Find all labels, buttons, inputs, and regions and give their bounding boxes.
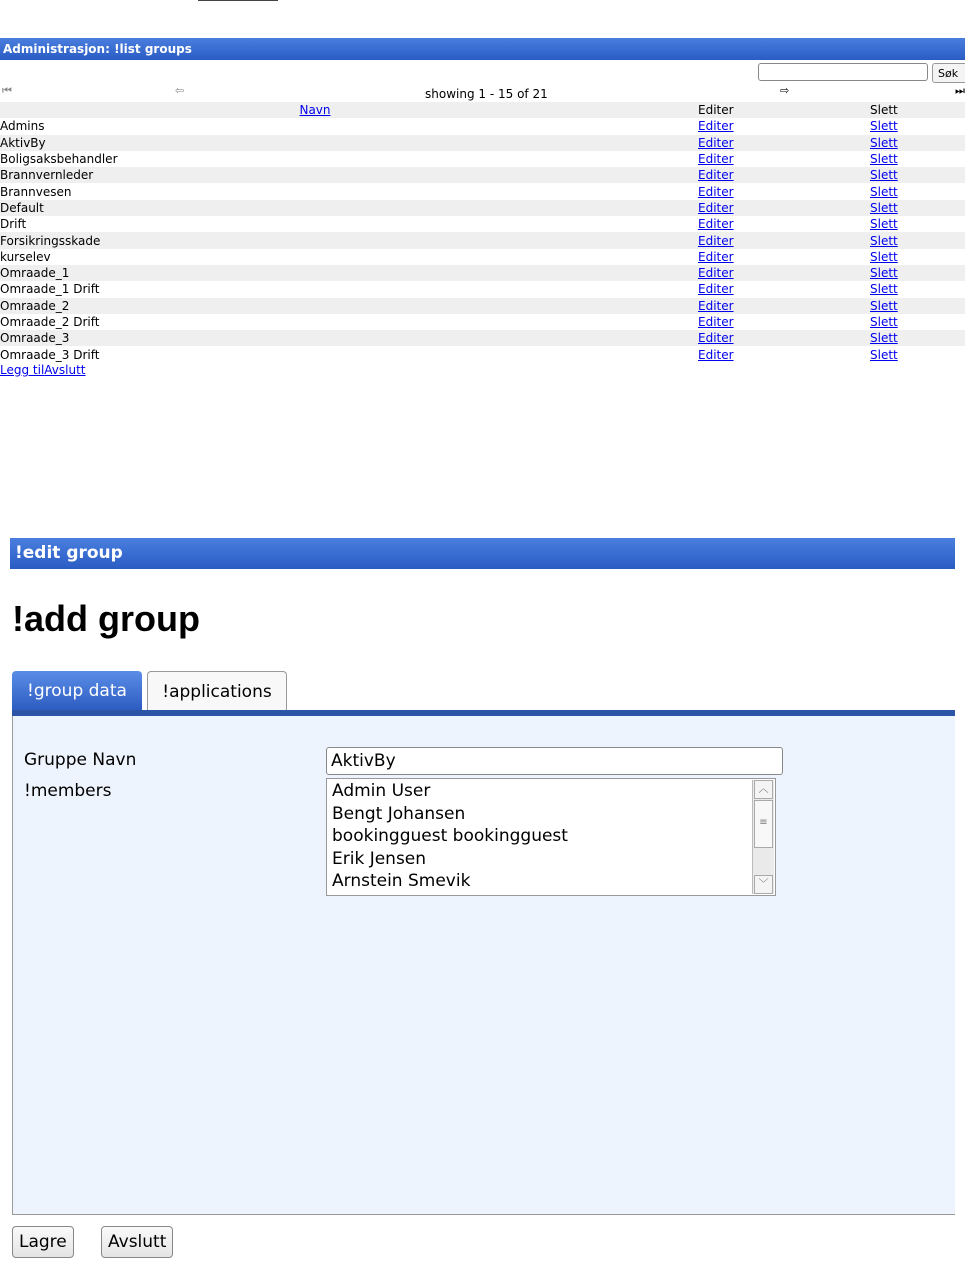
edit-link[interactable]: Editer <box>698 233 734 248</box>
delete-cell <box>870 183 965 199</box>
edit-cell <box>698 330 870 346</box>
delete-link[interactable]: Slett <box>870 233 898 248</box>
delete-cell <box>870 346 965 362</box>
member-option[interactable]: Admin User <box>332 781 431 801</box>
member-option[interactable]: Bengt Johansen <box>332 803 466 824</box>
delete-cell <box>870 232 965 248</box>
delete-link[interactable]: Slett <box>870 217 898 232</box>
scroll-down-icon[interactable]: ﹀ <box>754 875 773 894</box>
groups-table <box>0 102 965 363</box>
edit-cell <box>698 216 870 232</box>
edit-cell <box>698 167 870 183</box>
dialog-header: !edit group <box>10 538 955 569</box>
delete-cell <box>870 314 965 330</box>
edit-cell <box>698 183 870 199</box>
edit-cell <box>698 249 870 265</box>
delete-cell <box>870 265 965 281</box>
edit-link[interactable]: Editer <box>698 200 734 215</box>
edit-link[interactable]: Editer <box>698 315 734 329</box>
table-row <box>0 281 965 297</box>
group-name-cell: Omraade_1 <box>0 266 70 281</box>
group-name-cell: Boligsaksbehandler <box>0 152 118 167</box>
group-name-cell: Brannvesen <box>0 184 72 199</box>
delete-link[interactable]: Slett <box>870 315 898 329</box>
delete-cell <box>870 249 965 265</box>
edit-cell <box>698 314 870 330</box>
edit-cell <box>698 346 870 362</box>
last-page-icon[interactable]: ⏭ <box>955 84 965 97</box>
tab-applications[interactable]: !applications <box>147 671 287 711</box>
delete-cell <box>870 330 965 346</box>
edit-cell <box>698 118 870 134</box>
edit-link[interactable]: Editer <box>698 119 734 134</box>
delete-cell <box>870 135 965 151</box>
table-row <box>0 249 965 265</box>
edit-link[interactable]: Editer <box>698 249 734 264</box>
edit-cell <box>698 298 870 314</box>
delete-link[interactable]: Slett <box>870 249 898 264</box>
table-row <box>0 118 965 134</box>
group-name-cell: Omraade_2 Drift <box>0 315 100 329</box>
group-name-cell: Drift <box>0 217 27 232</box>
edit-cell <box>698 151 870 167</box>
table-row <box>0 151 965 167</box>
edit-link[interactable]: Editer <box>698 184 734 199</box>
table-row <box>0 346 965 362</box>
delete-link[interactable]: Slett <box>870 282 898 297</box>
edit-cell <box>698 281 870 297</box>
delete-link[interactable]: Slett <box>870 119 898 134</box>
delete-link[interactable]: Slett <box>870 200 898 215</box>
scroll-up-icon[interactable]: ︿ <box>754 780 773 799</box>
search-input[interactable] <box>758 63 928 81</box>
edit-cell <box>698 232 870 248</box>
column-header-edit: Editer <box>698 103 734 118</box>
table-row <box>0 232 965 248</box>
delete-link[interactable]: Slett <box>870 135 898 150</box>
delete-link[interactable]: Slett <box>870 184 898 199</box>
delete-cell <box>870 151 965 167</box>
page-title: !add group <box>12 598 200 639</box>
edit-link[interactable]: Editer <box>698 282 734 297</box>
delete-link[interactable]: Slett <box>870 266 898 281</box>
edit-group-dialog <box>10 538 965 1265</box>
edit-cell <box>698 135 870 151</box>
table-row <box>0 330 965 346</box>
edit-link[interactable]: Editer <box>698 152 734 167</box>
delete-cell <box>870 216 965 232</box>
group-name-input[interactable]: AktivBy <box>326 747 783 775</box>
group-name-cell: Omraade_1 Drift <box>0 282 100 297</box>
delete-link[interactable]: Slett <box>870 347 898 362</box>
exit-link[interactable]: Avslutt <box>44 363 86 377</box>
save-button[interactable]: Lagre <box>12 1226 74 1258</box>
delete-cell <box>870 200 965 216</box>
first-page-icon[interactable]: ⏮ <box>2 84 12 97</box>
members-listbox[interactable] <box>326 778 776 896</box>
edit-cell <box>698 200 870 216</box>
exit-button[interactable]: Avslutt <box>101 1226 173 1258</box>
delete-cell <box>870 118 965 134</box>
delete-link[interactable]: Slett <box>870 152 898 167</box>
group-name-label: Gruppe Navn <box>24 750 137 770</box>
member-option[interactable]: Erik Jensen <box>332 848 427 869</box>
delete-link[interactable]: Slett <box>870 168 898 183</box>
tab-group-data[interactable]: !group data <box>12 671 142 711</box>
edit-link[interactable]: Editer <box>698 266 734 281</box>
prev-page-icon[interactable]: ⇦ <box>175 84 185 97</box>
member-option[interactable]: Arnstein Smevik <box>332 871 471 892</box>
group-data-panel <box>12 716 955 1215</box>
group-name-cell: Brannvernleder <box>0 168 94 183</box>
group-name-cell: Omraade_3 Drift <box>0 347 100 362</box>
edit-link[interactable]: Editer <box>698 347 734 362</box>
edit-cell <box>698 265 870 281</box>
group-name-cell: Default <box>0 200 44 215</box>
members-label: !members <box>24 781 112 801</box>
list-actions <box>0 363 86 377</box>
edit-link[interactable]: Editer <box>698 217 734 232</box>
top-divider <box>198 0 278 1</box>
member-option[interactable]: bookingguest bookingguest <box>332 826 568 847</box>
delete-cell <box>870 298 965 314</box>
table-row <box>0 265 965 281</box>
table-header-row <box>0 102 965 118</box>
table-row <box>0 183 965 199</box>
scroll-thumb[interactable]: ≡ <box>754 800 773 848</box>
delete-cell <box>870 281 965 297</box>
edit-link[interactable]: Editer <box>698 298 734 313</box>
group-name-cell: Forsikringsskade <box>0 233 101 248</box>
table-row <box>0 314 965 330</box>
search-button[interactable]: Søk <box>932 63 965 83</box>
group-name-cell: Admins <box>0 119 45 134</box>
group-name-cell: AktivBy <box>0 135 46 150</box>
table-row <box>0 298 965 314</box>
delete-link[interactable]: Slett <box>870 298 898 313</box>
delete-link[interactable]: Slett <box>870 331 898 346</box>
pagination-status: showing 1 - 15 of 21 <box>425 87 548 101</box>
table-row <box>0 167 965 183</box>
list-header: Administrasjon: !list groups <box>0 38 965 60</box>
column-header-name <box>0 102 698 118</box>
edit-link[interactable]: Editer <box>698 168 734 183</box>
table-row <box>0 200 965 216</box>
group-name-cell: Omraade_3 <box>0 331 70 346</box>
table-row <box>0 135 965 151</box>
table-body <box>0 118 965 362</box>
delete-cell <box>870 167 965 183</box>
next-page-icon[interactable]: ⇨ <box>780 84 790 97</box>
column-header-delete: Slett <box>870 103 898 118</box>
sort-by-name-link[interactable]: Navn <box>299 103 331 118</box>
edit-link[interactable]: Editer <box>698 331 734 346</box>
group-name-cell: Omraade_2 <box>0 298 70 313</box>
edit-link[interactable]: Editer <box>698 135 734 150</box>
table-row <box>0 216 965 232</box>
group-name-cell: kurselev <box>0 249 51 264</box>
add-group-link[interactable]: Legg til <box>0 363 45 377</box>
members-scrollbar[interactable] <box>752 780 774 894</box>
members-list <box>327 780 568 893</box>
